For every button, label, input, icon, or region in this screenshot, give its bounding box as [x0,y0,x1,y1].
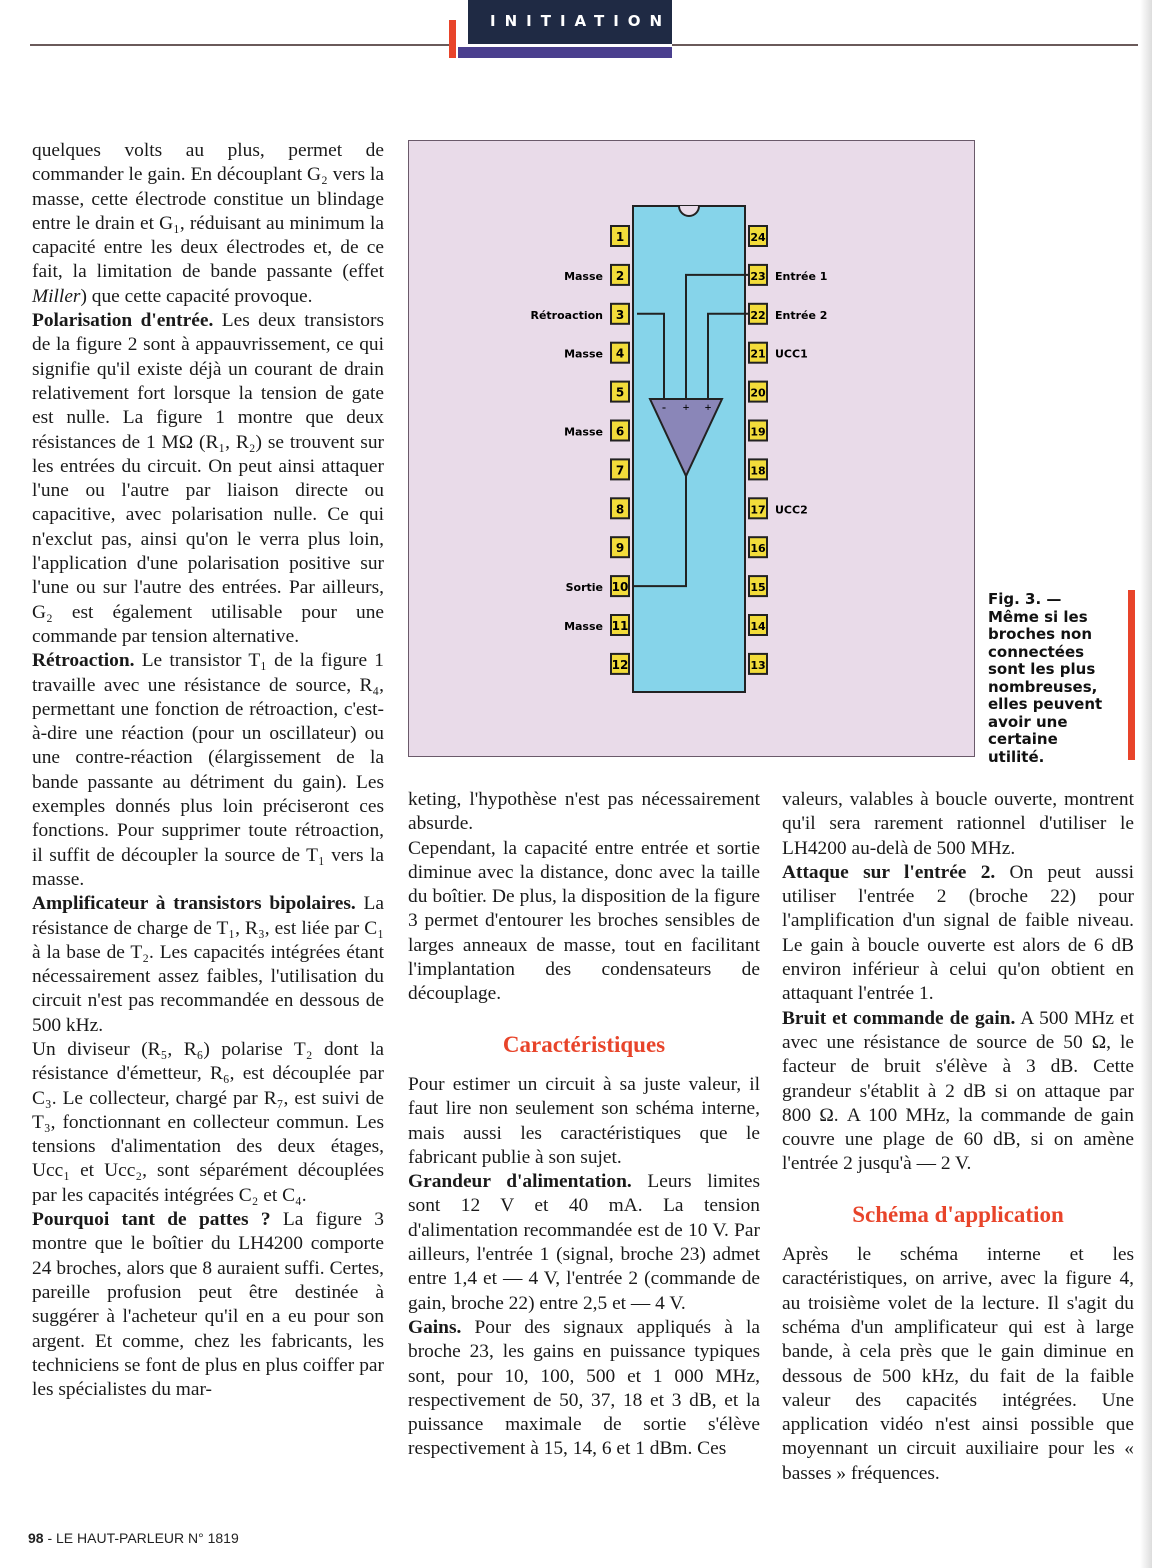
paragraph [408,837,760,1007]
section-heading: Caractéristiques [502,1031,666,1057]
pin-number: 2 [615,268,625,283]
paragraph-text: Pour des signaux appliqués à la broche 23, les gains en puissance typiques sont, pour 10, 100, 500 et 1 000 MHz, respectivement de 50, 37, 18 et 3 dB, et la puissance maximale de sortie s'élève respectivement à 15, 14, 6 et 1 dBm. Ces [408,1316,760,1460]
pin-number: 3 [615,307,625,322]
publication-name: - LE HAUT-PARLEUR N° 1819 [43,1530,239,1546]
pin-label: UCC2 [775,503,808,517]
pin-number: 8 [615,502,625,517]
pin-label: Masse [564,269,603,283]
paragraph-lead: Attaque sur l'entrée 2. [782,861,996,883]
pin-label: Sortie [565,581,603,595]
paragraph-text: Cependant, la capacité entre entrée et sortie diminue avec la distance, donc avec la taille du boîtier. De plus, la disposition de la figure 3 permet d'entourer les broches sensibles de larges anneaux de masse, tout en facilitant l'implantation des condensateurs de découplage. [408,837,760,1005]
pin-number: 13 [750,658,766,672]
pin-number: 9 [615,541,625,556]
paragraph-text: Miller [32,285,81,307]
paragraph-lead: Pourquoi tant de pattes ? [32,1209,271,1231]
paragraph-lead: Rétroaction. [32,650,135,672]
figure-caption [988,591,1108,766]
paragraph [32,139,384,309]
pin-number: 22 [750,308,766,322]
pin-number: 1 [615,230,625,244]
text-column-3 [782,788,1134,1486]
pin-label: Masse [564,425,603,439]
paragraph [32,1038,384,1208]
amp-input-sign: - [662,400,666,414]
paragraph-text: valeurs, valables à boucle ouverte, montrent qu'il sera rarement rationnel d'utiliser le LH4200 au-delà de 500 MHz. [782,789,1134,859]
banner-accent-red [449,20,456,58]
paragraph-text: La figure 3 montre que le boîtier du LH4200 comporte 24 broches, alors que 8 auraient suffi. Certes, pareille profusion peut être destinée à suggérer à l'acheteur qu'il en a eu pour son argent. Et comme, chez les fabricants, les techniciens se font de plus en plus coiffer par les spécialistes du mar- [32,1209,384,1401]
paragraph-text: Les deux transistors de la figure 2 sont à appauvrissement, ce qui signifie qu'il existe déjà un courant de drain relativement fort lorsque la tension de gate est nulle. La figure 1 montre que deux résistances de 1 MΩ (R₁, R₂) se trouvent sur les entrées du circuit. On peut ainsi attaquer l'une ou l'autre par liaison directe ou capacitive, avec polarisation nulle. Ce qui n'exclut pas, ainsi qu'on le verra plus loin, l'application d'une polarisation positive sur l'une ou sur l'autre des entrées. Par ailleurs, G₂ est également utilisable pour une commande par tension alternative. [32,310,385,647]
header-rule-left [30,44,450,46]
paragraph [32,1208,384,1402]
page-footer [28,1530,239,1546]
paragraph-text: La résistance de charge de T₁, R₃, est liée par C₁ à la base de T₂. Les capacités intégrées étant nécessairement assez faibles, l'utilisation du circuit n'est pas recommandée en dessous de 500 kHz. [32,893,384,1036]
pin-label: Entrée 1 [775,269,828,283]
pin-number: 24 [750,231,766,244]
paragraph-text: Le transistor T₁ de la figure 1 travaille avec une résistance de source, R₄, permettant une fonction de rétroaction, c'est-à-dire une réaction (pour un oscillateur) ou une contre-réaction (élargissement de la bande passante au détriment du gain). Les exemples donnés plus loin préciseront ces fonctions. Pour supprimer toute rétroaction, il suffit de découpler la source de T₁ vers la masse. [32,650,384,890]
pin-label: Masse [564,620,603,633]
pin-number: 12 [611,657,629,672]
paragraph-text: Après le schéma interne et les caractéristiques, on arrive, avec la figure 4, au troisième volet de la lecture. Il s'agit du schéma d'un amplificateur qui est à large bande, à cela près que le gain diminue en dessous de 500 kHz, du fait de la faible valeur des capacités intégrées. Une application vidéo n'est ainsi possible que moyennant un circuit auxiliaire pour les « basses » fréquences. [782,1244,1134,1484]
pin-number: 19 [750,425,766,439]
pin-label: UCC1 [775,347,808,361]
figure-3-pinout [408,140,975,757]
section-banner [468,0,672,44]
paragraph-text: quelques volts au plus, permet de commander le gain. En découplant G₂ vers la masse, cette électrode constitue un blindage entre le drain et G₁, réduisant au minimum la capacité entre les deux électrodes et, de ce fait, la limitation de bande passante (effet [32,140,384,283]
paragraph [408,1073,760,1170]
caption-accent-bar [1128,590,1135,760]
amp-input-sign: + [704,400,712,414]
pin-number: 14 [750,620,766,633]
page-number: 98 [28,1530,44,1546]
text-column-2 [408,788,760,1462]
paragraph [408,1170,760,1316]
paragraph-text: Pour estimer un circuit à sa juste valeur, il faut lire non seulement son schéma interne, mais aussi les caractéristiques que le fabricant publie à son sujet. [408,1073,760,1168]
paragraph-text: Un diviseur (R₅, R₆) polarise T₂ dont la résistance d'émetteur, R₆, est découplée par C₃. Le collecteur, chargé par R₇, est suivi de T₃, fonctionnant en collecteur commun. Les tensions d'alimentation des deux étages, Ucc₁ et Ucc₂, sont séparément découplées par les capacités intégrées C₂ et C₄. [32,1038,384,1206]
pin-number: 18 [750,464,766,478]
paragraph [782,1007,1134,1177]
pin-number: 20 [750,386,766,400]
paragraph [32,309,384,649]
paragraph-text: ) que cette capacité provoque. [80,285,313,307]
paragraph-text: keting, l'hypothèse n'est pas nécessairement absurde. [408,789,760,835]
paragraph-lead: Grandeur d'alimentation. [408,1171,632,1193]
paragraph [782,1243,1134,1486]
paragraph [32,892,384,1038]
pin-label: Rétroaction [530,308,603,322]
paragraph [782,861,1134,1007]
section-title: INITIATION [490,12,672,30]
paragraph [408,788,760,837]
pin-number: 16 [750,542,766,556]
header-rule-right [672,44,1138,46]
pin-number: 11 [611,619,629,633]
paragraph-lead: Polarisation d'entrée. [32,310,214,332]
paragraph [32,649,384,892]
pin-label: Masse [564,347,603,361]
chip-diagram [409,141,975,757]
page-edge-shadow [1140,0,1152,1568]
pin-number: 10 [611,580,629,595]
pin-number: 17 [750,503,766,517]
pin-number: 4 [615,346,625,361]
pin-number: 23 [750,269,766,283]
caption-title: Fig. 3. — [988,590,1062,608]
amp-input-sign: + [682,400,690,414]
paragraph [408,1316,760,1462]
paragraph-text: On peut aussi utiliser l'entrée 2 (broche 22) pour l'amplification d'un signal de faible niveau. Le gain à boucle ouverte est alors de 6 dB environ inférieur à celui qu'on obtient en attaquant l'entrée 1. [782,861,1134,1005]
pin-number: 7 [615,463,625,478]
paragraph-lead: Gains. [408,1316,462,1338]
paragraph-lead: Bruit et commande de gain. [782,1007,1016,1029]
text-column-1 [32,139,384,1402]
paragraph-text: Leurs limites sont 12 V et 40 mA. La tension d'alimentation recommandée est de 10 V. Par ailleurs, l'entrée 1 (signal, broche 23) admet entre 1,4 et — 4 V, l'entrée 2 (commande de gain, broche 22) entre 2,5 et — 4 V. [408,1171,760,1314]
pin-number: 5 [615,385,625,400]
pin-number: 6 [615,424,625,439]
pin-number: 15 [750,581,766,595]
pin-label: Entrée 2 [775,308,828,322]
paragraph [782,788,1134,861]
paragraph-text: A 500 MHz et avec une résistance de source de 50 Ω, le facteur de bruit s'élève à 3 dB. Cette grandeur s'établit à 2 dB si on attaque par 800 Ω. A 100 MHz, la commande de gain couvre une plage de 60 dB, si on amène l'entrée 2 jusqu'à — 2 V. [782,1007,1134,1175]
paragraph-lead: Amplificateur à transistors bipolaires. [32,893,356,915]
banner-accent-blue [458,47,672,58]
caption-text: Même si les broches non connectées sont les plus nombreuses, elles peuvent avoir une certaine utilité. [988,607,1103,766]
pin-number: 21 [750,347,766,361]
section-heading: Schéma d'application [852,1201,1064,1227]
